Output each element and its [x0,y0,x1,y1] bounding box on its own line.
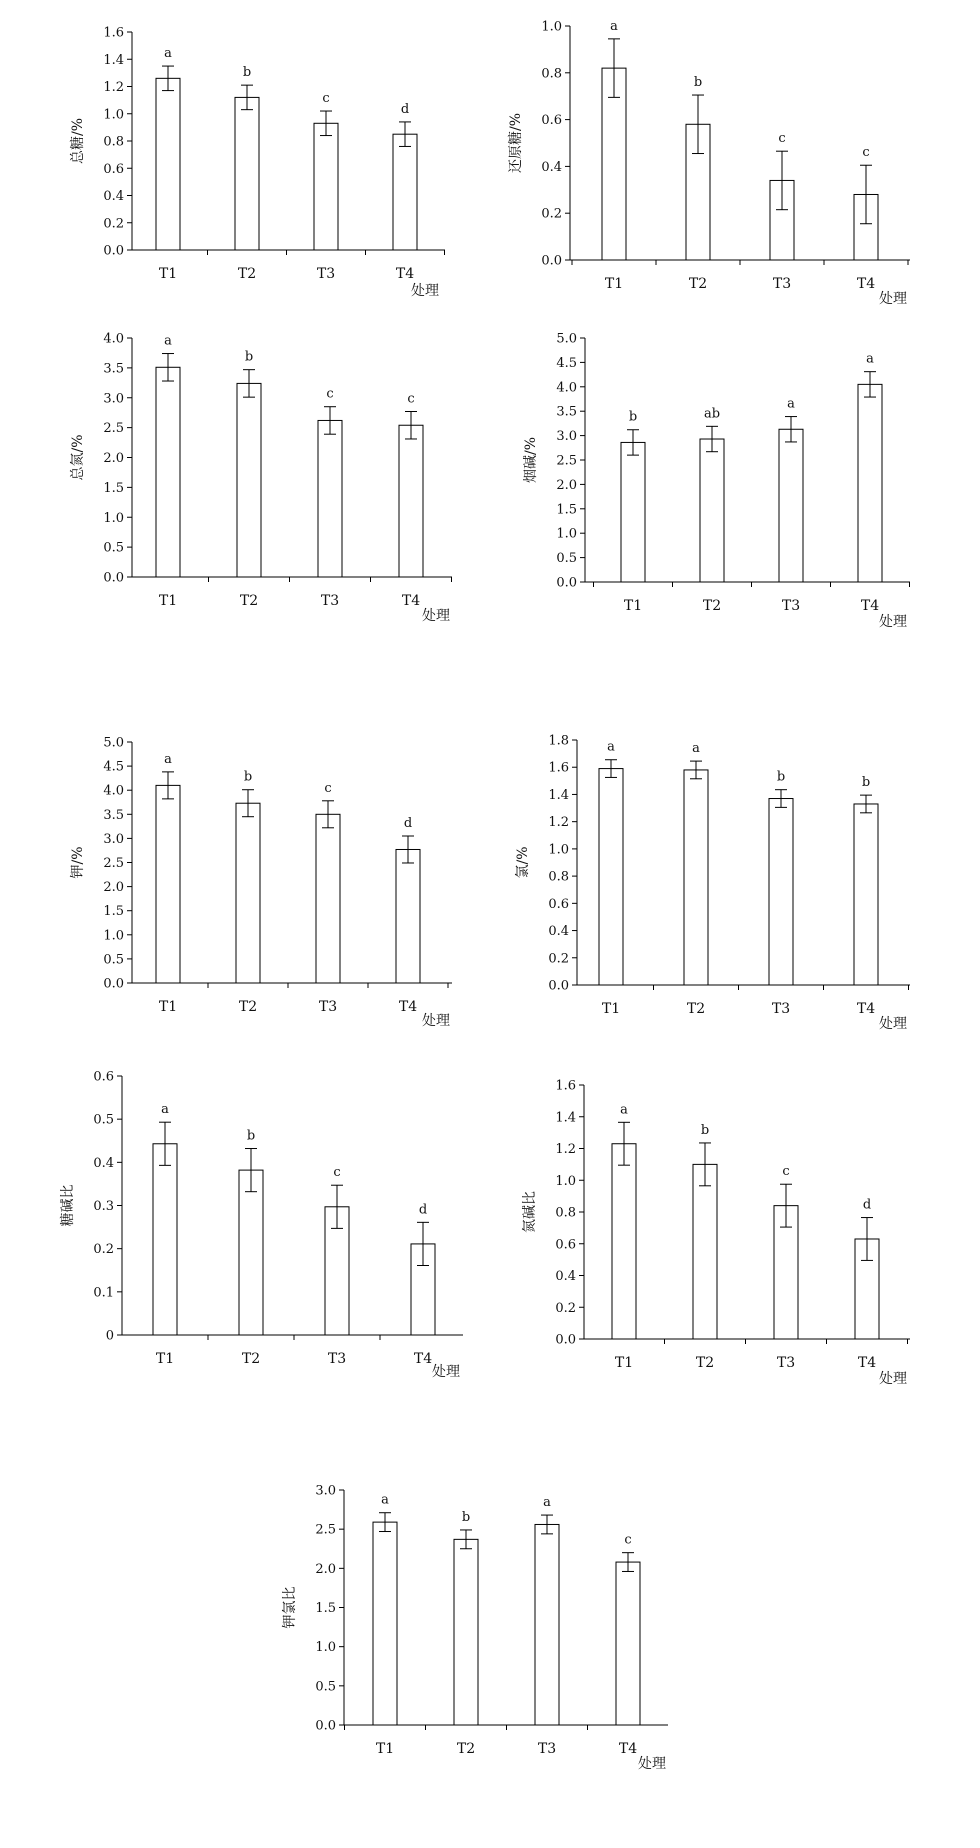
y-tick-label: 1.0 [103,510,124,526]
bar [314,123,338,250]
significance-label: b [246,1128,256,1144]
bar-chart-panel [59,1070,463,1381]
bar [858,384,882,582]
y-tick-label: 3.5 [103,361,124,377]
y-tick-label: 1.5 [103,904,124,920]
y-tick-label: 0.0 [103,243,124,259]
y-tick-label: 0.1 [93,1285,114,1301]
significance-label: b [700,1122,710,1138]
y-tick-label: 0.6 [548,896,569,912]
x-tick-label: T1 [623,598,643,614]
y-tick-label: 0.6 [555,1237,576,1253]
y-axis-title: 糖碱比 [60,1184,76,1227]
x-tick-label: T3 [320,593,340,609]
significance-label: a [866,351,874,367]
x-tick-label: T2 [456,1741,476,1757]
x-tick-label: T1 [158,593,178,609]
x-axis-title: 处理 [879,1371,907,1387]
bar [396,849,420,983]
y-tick-label: 1.4 [103,52,124,68]
bar [612,1144,636,1339]
y-tick-label: 0.2 [548,951,569,967]
y-tick-label: 2.5 [103,421,124,437]
bar [599,769,623,985]
y-tick-label: 1.2 [103,80,124,95]
y-tick-label: 2.0 [315,1561,336,1577]
x-tick-label: T4 [398,999,418,1015]
y-tick-label: 0.5 [315,1679,336,1695]
significance-label: b [243,769,253,785]
significance-label: a [164,46,172,62]
x-tick-label: T2 [702,598,722,614]
x-axis-title: 处理 [422,608,450,624]
y-tick-label: 0.8 [548,869,569,885]
y-tick-label: 2.0 [556,477,577,493]
significance-label: b [628,409,638,425]
y-tick-label: 1.0 [103,107,124,123]
y-tick-label: 0.0 [548,978,569,994]
significance-label: c [624,1532,632,1548]
y-tick-label: 4.0 [556,380,577,396]
y-tick-label: 1.0 [556,526,577,542]
x-tick-label: T4 [856,1001,876,1017]
significance-label: a [620,1102,628,1118]
x-axis-title: 处理 [879,1016,907,1032]
bar [769,799,793,985]
y-tick-label: 3.0 [103,391,124,407]
bar [700,439,724,582]
significance-label: a [161,1102,169,1118]
y-axis-title: 还原糖/% [508,112,524,174]
y-tick-label: 4.0 [103,331,124,347]
x-axis-title: 处理 [638,1756,666,1772]
bar [235,97,259,250]
y-tick-label: 0.4 [548,924,569,940]
bar [153,1144,177,1335]
y-axis-title: 钾/% [70,846,86,879]
y-tick-label: 0.3 [93,1199,114,1214]
bar-chart-panel [70,736,452,1030]
bar [156,785,180,983]
y-tick-label: 0.0 [103,570,124,586]
y-tick-label: 0.4 [93,1155,114,1171]
significance-label: a [543,1495,551,1511]
bar [316,814,340,983]
bar [684,770,708,985]
bar [535,1524,559,1725]
y-tick-label: 0.2 [541,206,562,222]
y-tick-label: 0 [105,1328,114,1344]
significance-label: a [787,396,795,412]
y-tick-label: 1.0 [555,1173,576,1189]
x-axis-title: 处理 [411,283,439,299]
significance-label: a [610,18,618,34]
y-tick-label: 1.4 [555,1110,576,1126]
significance-label: b [242,65,252,81]
bar-chart-panel [282,1484,668,1773]
x-tick-label: T3 [318,999,338,1015]
y-tick-label: 1.2 [555,1142,576,1157]
significance-label: b [461,1509,471,1525]
x-axis-title: 处理 [422,1013,450,1029]
x-tick-label: T4 [856,276,876,292]
significance-label: a [381,1492,389,1508]
bar [779,429,803,582]
significance-label: b [776,769,786,785]
y-tick-label: 0.0 [103,976,124,992]
x-tick-label: T3 [537,1741,557,1757]
bar-chart-panel [69,26,445,300]
x-tick-label: T2 [686,1001,706,1017]
bar [156,367,180,577]
x-tick-label: T4 [395,266,415,282]
x-tick-label: T1 [614,1355,634,1371]
y-axis-title: 钾氯比 [282,1586,298,1629]
y-tick-label: 0.0 [555,1332,576,1348]
significance-label: b [861,775,871,791]
y-tick-label: 5.0 [103,735,124,751]
y-tick-label: 2.5 [103,856,124,871]
y-tick-label: 1.0 [548,842,569,858]
y-tick-label: 0.2 [103,216,124,232]
bar [156,78,180,250]
y-tick-label: 0.5 [556,551,577,567]
bar [393,134,417,250]
x-tick-label: T1 [604,276,624,292]
y-tick-label: 3.0 [103,831,124,847]
bar [616,1562,640,1725]
significance-label: d [862,1197,872,1213]
y-tick-label: 1.6 [555,1078,576,1094]
y-tick-label: 0.4 [103,189,124,204]
y-tick-label: 1.2 [548,815,569,831]
x-tick-label: T4 [857,1355,877,1371]
significance-label: ab [703,406,721,422]
y-tick-label: 0.8 [555,1205,576,1221]
significance-label: b [693,75,703,91]
x-tick-label: T1 [155,1351,175,1367]
y-tick-label: 0.6 [103,161,124,177]
y-tick-label: 0.0 [556,575,577,591]
y-tick-label: 1.0 [103,928,124,944]
significance-label: d [418,1202,428,1218]
x-tick-label: T2 [238,999,258,1015]
significance-label: b [244,349,254,365]
x-tick-label: T1 [601,1001,621,1017]
x-tick-label: T2 [688,276,708,292]
y-tick-label: 0.0 [541,253,562,269]
bar [373,1522,397,1725]
y-tick-label: 0.8 [103,134,124,150]
bar [693,1164,717,1339]
x-tick-label: T1 [158,999,178,1015]
significance-label: a [692,741,700,757]
x-tick-label: T3 [771,1001,791,1017]
x-tick-label: T3 [781,598,801,614]
y-tick-label: 1.6 [548,760,569,776]
y-tick-label: 2.5 [315,1522,336,1538]
y-tick-label: 1.4 [548,787,569,803]
y-tick-label: 4.0 [103,783,124,799]
significance-label: c [326,386,334,402]
x-tick-label: T3 [316,266,336,282]
y-tick-label: 3.5 [556,404,577,420]
x-axis-title: 处理 [879,291,907,307]
bar [621,442,645,582]
y-axis-title: 总氮/% [70,434,86,481]
significance-label: d [400,101,410,117]
y-tick-label: 1.5 [103,480,124,496]
bar [854,804,878,985]
bar [239,1170,263,1335]
y-tick-label: 0.5 [103,952,124,968]
bar-chart-panel [522,1079,910,1388]
y-tick-label: 0.4 [555,1269,576,1284]
y-tick-label: 0.6 [93,1069,114,1085]
y-tick-label: 1.0 [315,1640,336,1656]
x-tick-label: T3 [772,276,792,292]
bar-chart-panel [522,332,910,631]
y-tick-label: 3.0 [315,1483,336,1499]
x-tick-label: T4 [401,593,421,609]
x-tick-label: T2 [241,1351,261,1367]
y-tick-label: 1.6 [103,25,124,41]
y-axis-title: 氮碱比 [522,1191,538,1233]
significance-label: a [164,333,172,349]
significance-label: c [322,91,330,107]
y-tick-label: 3.5 [103,807,124,823]
y-tick-label: 2.5 [556,453,577,469]
significance-label: c [324,780,332,796]
y-tick-label: 0.2 [93,1242,114,1258]
bar-chart-panel [515,734,910,1033]
x-tick-label: T2 [237,266,257,282]
y-tick-label: 0.6 [541,113,562,129]
significance-label: c [333,1165,341,1181]
bar-chart-panel [70,332,452,625]
y-tick-label: 1.5 [556,502,577,518]
y-tick-label: 5.0 [556,331,577,347]
x-axis-title: 处理 [879,614,907,630]
y-axis-title: 总糖/% [70,117,86,165]
y-tick-label: 0.0 [315,1718,336,1734]
bar [318,420,342,577]
significance-label: c [782,1164,790,1180]
x-tick-label: T1 [375,1741,395,1757]
y-tick-label: 0.4 [541,159,562,175]
y-tick-label: 0.5 [103,540,124,556]
x-axis-title: 处理 [432,1364,460,1380]
y-tick-label: 4.5 [103,759,124,775]
bar-chart-panel [507,19,910,307]
bar [236,803,260,983]
y-axis-title: 氯/% [515,846,531,879]
y-tick-label: 4.5 [556,355,577,371]
y-tick-label: 0.8 [541,66,562,82]
significance-label: a [164,751,172,767]
significance-label: c [778,131,786,147]
bar [454,1539,478,1725]
y-tick-label: 0.2 [555,1300,576,1316]
y-tick-label: 1.8 [548,733,569,749]
x-tick-label: T3 [327,1351,347,1367]
x-tick-label: T2 [239,593,259,609]
x-tick-label: T2 [695,1355,715,1371]
y-axis-title: 烟碱/% [523,436,539,484]
bar [399,425,423,577]
x-tick-label: T3 [776,1355,796,1371]
x-tick-label: T4 [860,598,880,614]
bar [237,383,261,577]
y-tick-label: 0.5 [93,1112,114,1128]
significance-label: c [862,145,870,161]
y-tick-label: 3.0 [556,429,577,445]
significance-label: d [403,815,413,831]
y-tick-label: 2.0 [103,880,124,896]
x-tick-label: T1 [158,266,178,282]
x-tick-label: T4 [413,1351,433,1367]
significance-label: a [607,739,615,755]
y-tick-label: 1.5 [315,1601,336,1616]
y-tick-label: 1.0 [541,19,562,35]
significance-label: c [407,391,415,407]
y-tick-label: 2.0 [103,451,124,466]
x-tick-label: T4 [618,1741,638,1757]
